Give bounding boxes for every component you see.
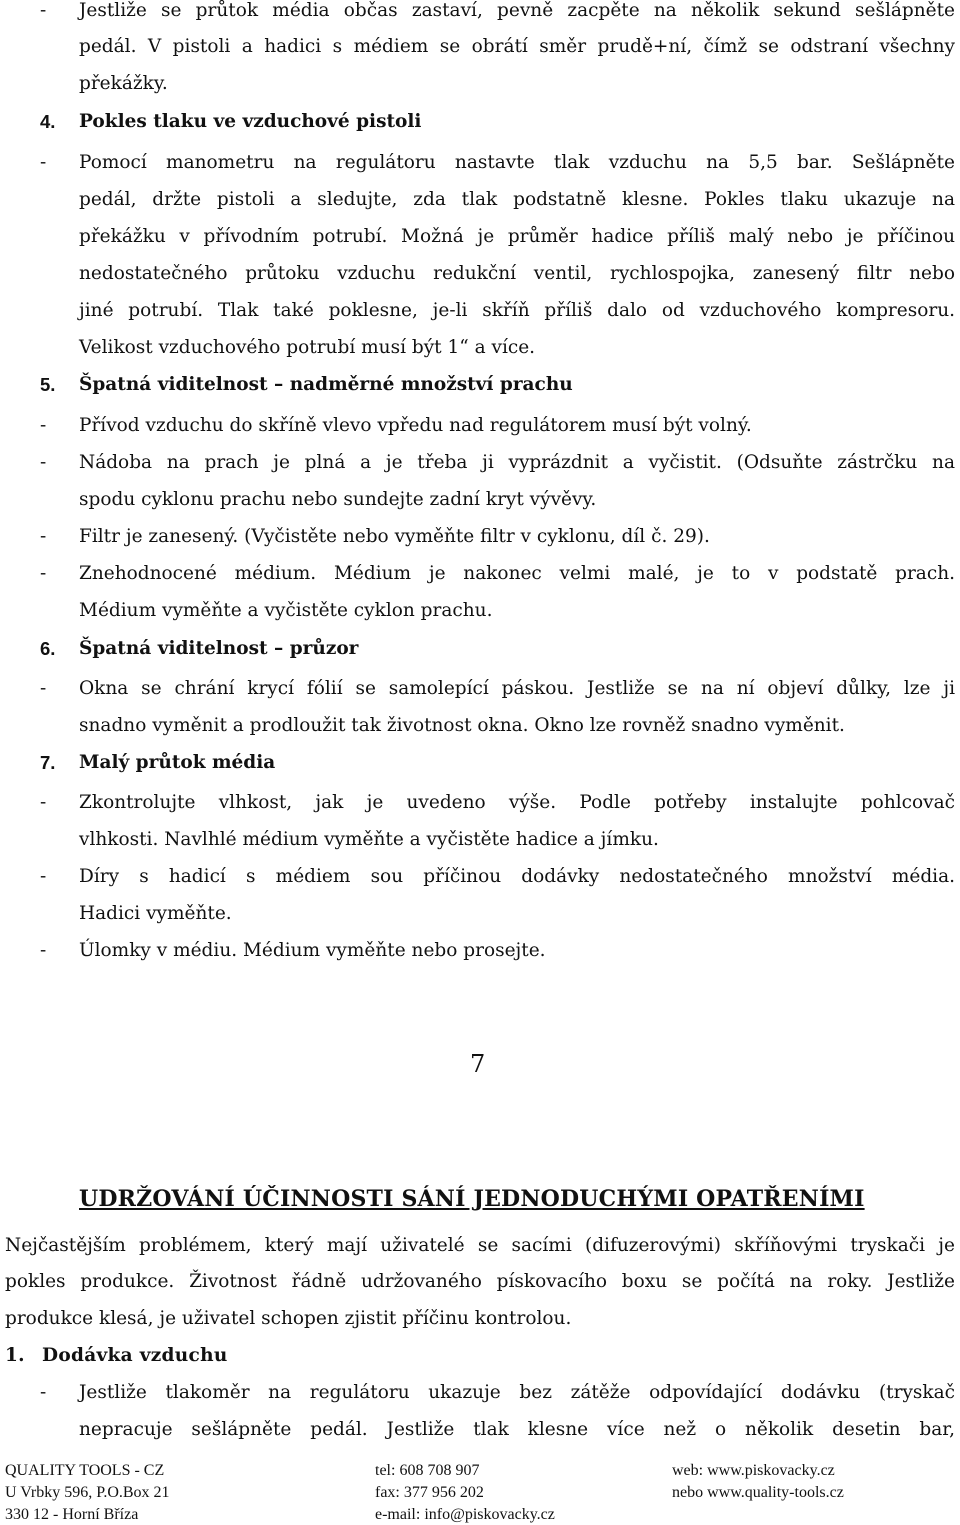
text-line: Okna se chrání krycí fólií se samolepící páskou. Jestliže se na ní objeví důlky, lze ji xyxy=(79,678,955,699)
text-line: Zkontrolujte vlhkost, jak je uvedeno výše. Podle potřeby instalujte pohlcovač xyxy=(79,792,955,813)
text-line: spodu cyklonu prachu nebo sundejte zadní kryt vývěvy. xyxy=(79,489,597,510)
footer-city: 330 12 - Horní Bříza xyxy=(5,1506,139,1523)
section-number: 4. xyxy=(40,111,56,132)
list-dash: - xyxy=(40,526,47,547)
title-dash: – xyxy=(274,374,284,395)
section-number: 6. xyxy=(40,638,56,659)
section-number: 1. xyxy=(5,1345,25,1366)
section-title: Pokles tlaku ve vzduchové pistoli xyxy=(79,111,422,132)
footer-street: U Vrbky 596, P.O.Box 21 xyxy=(5,1484,170,1501)
list-dash: - xyxy=(40,940,47,961)
text-line: Pomocí manometru na regulátoru nastavte tlak vzduchu na 5,5 bar. Sešlápněte xyxy=(79,152,955,173)
list-dash: - xyxy=(40,1382,47,1403)
chapter-title: UDRŽOVÁNÍ ÚČINNOSTI SÁNÍ JEDNODUCHÝMI OPATŘENÍMI xyxy=(79,1186,865,1212)
section-title-part: Špatná viditelnost xyxy=(79,638,268,659)
text-line: překážku v přívodním potrubí. Možná je průměr hadice příliš malý nebo je příčinou xyxy=(79,226,955,247)
text-line: Filtr je zanesený. (Vyčistěte nebo vyměňte filtr v cyklonu, díl č. 29). xyxy=(79,526,710,547)
text-line: nedostatečného průtoku vzduchu redukční ventil, rychlospojka, zanesený filtr nebo xyxy=(79,263,955,284)
footer-tel: tel: 608 708 907 xyxy=(375,1462,480,1479)
list-dash: - xyxy=(40,152,47,173)
text-line: snadno vyměnit a prodloužit tak životnost okna. Okno lze rovněž snadno vyměnit. xyxy=(79,715,845,736)
footer-web-alt[interactable]: nebo www.quality-tools.cz xyxy=(672,1484,844,1501)
text-line: vlhkosti. Navlhlé médium vyměňte a vyčistěte hadice a jímku. xyxy=(79,829,659,850)
text-line: Velikost vzduchového potrubí musí být 1“ a více. xyxy=(79,337,536,358)
text-line: překážky. xyxy=(79,73,168,94)
section-title xyxy=(79,374,573,395)
text-line: Znehodnocené médium. Médium je nakonec velmi malé, je to v podstatě prach. xyxy=(79,563,955,584)
intro-line: Nejčastějším problémem, který mají uživatelé se sacími (difuzerovými) skříňovými tryskači je xyxy=(5,1235,955,1256)
text-line: nepracuje sešlápněte pedál. Jestliže tlak klesne více než o několik desetin bar, xyxy=(79,1419,955,1440)
text-line: pedál, držte pistoli a sledujte, zda tlak podstatně klesne. Pokles tlaku ukazuje na xyxy=(79,189,955,210)
list-dash: - xyxy=(40,0,47,21)
text-line: Jestliže tlakoměr na regulátoru ukazuje bez zátěže odpovídající dodávku (tryskač xyxy=(79,1382,955,1403)
intro-line: pokles produkce. Životnost řádně udržovaného pískovacího boxu se počítá na roky. Jestliže xyxy=(5,1271,955,1292)
list-dash: - xyxy=(40,792,47,813)
section-title-part: průzor xyxy=(289,638,359,659)
list-dash: - xyxy=(40,415,47,436)
section-title: Dodávka vzduchu xyxy=(42,1345,228,1366)
text-line: Přívod vzduchu do skříně vlevo vpředu nad regulátorem musí být volný. xyxy=(79,415,752,436)
page-number: 7 xyxy=(470,1050,486,1078)
footer-email[interactable]: e-mail: info@piskovacky.cz xyxy=(375,1506,555,1523)
intro-line: produkce klesá, je uživatel schopen zjistit příčinu kontrolou. xyxy=(5,1308,572,1329)
section-title-part: nadměrné množství prachu xyxy=(289,374,573,395)
footer-company: QUALITY TOOLS - CZ xyxy=(5,1462,165,1479)
text-line: Hadici vyměňte. xyxy=(79,903,232,924)
text-line: pedál. V pistoli a hadici s médiem se obrátí směr prudě+ní, čímž se odstraní všechny xyxy=(79,36,955,57)
text-line: Médium vyměňte a vyčistěte cyklon prachu. xyxy=(79,600,493,621)
text-line: Jestliže se průtok média občas zastaví, pevně zacpěte na několik sekund sešlápněte xyxy=(79,0,955,21)
text-line: Nádoba na prach je plná a je třeba ji vyprázdnit a vyčistit. (Odsuňte zástrčku na xyxy=(79,452,955,473)
title-dash: – xyxy=(274,638,284,659)
section-number: 7. xyxy=(40,752,56,773)
list-dash: - xyxy=(40,678,47,699)
footer-fax: fax: 377 956 202 xyxy=(375,1484,484,1501)
list-dash: - xyxy=(40,563,47,584)
list-dash: - xyxy=(40,452,47,473)
text-line: Úlomky v médiu. Médium vyměňte nebo prosejte. xyxy=(79,940,546,961)
section-number: 5. xyxy=(40,374,56,395)
section-title: Malý průtok média xyxy=(79,752,276,773)
text-line: Díry s hadicí s médiem sou příčinou dodávky nedostatečného množství média. xyxy=(79,866,955,887)
text-line: jiné potrubí. Tlak také poklesne, je-li skříň příliš dalo od vzduchového kompresoru. xyxy=(79,300,955,321)
section-title xyxy=(79,638,358,659)
footer-web[interactable]: web: www.piskovacky.cz xyxy=(672,1462,835,1479)
list-dash: - xyxy=(40,866,47,887)
section-title-part: Špatná viditelnost xyxy=(79,374,268,395)
